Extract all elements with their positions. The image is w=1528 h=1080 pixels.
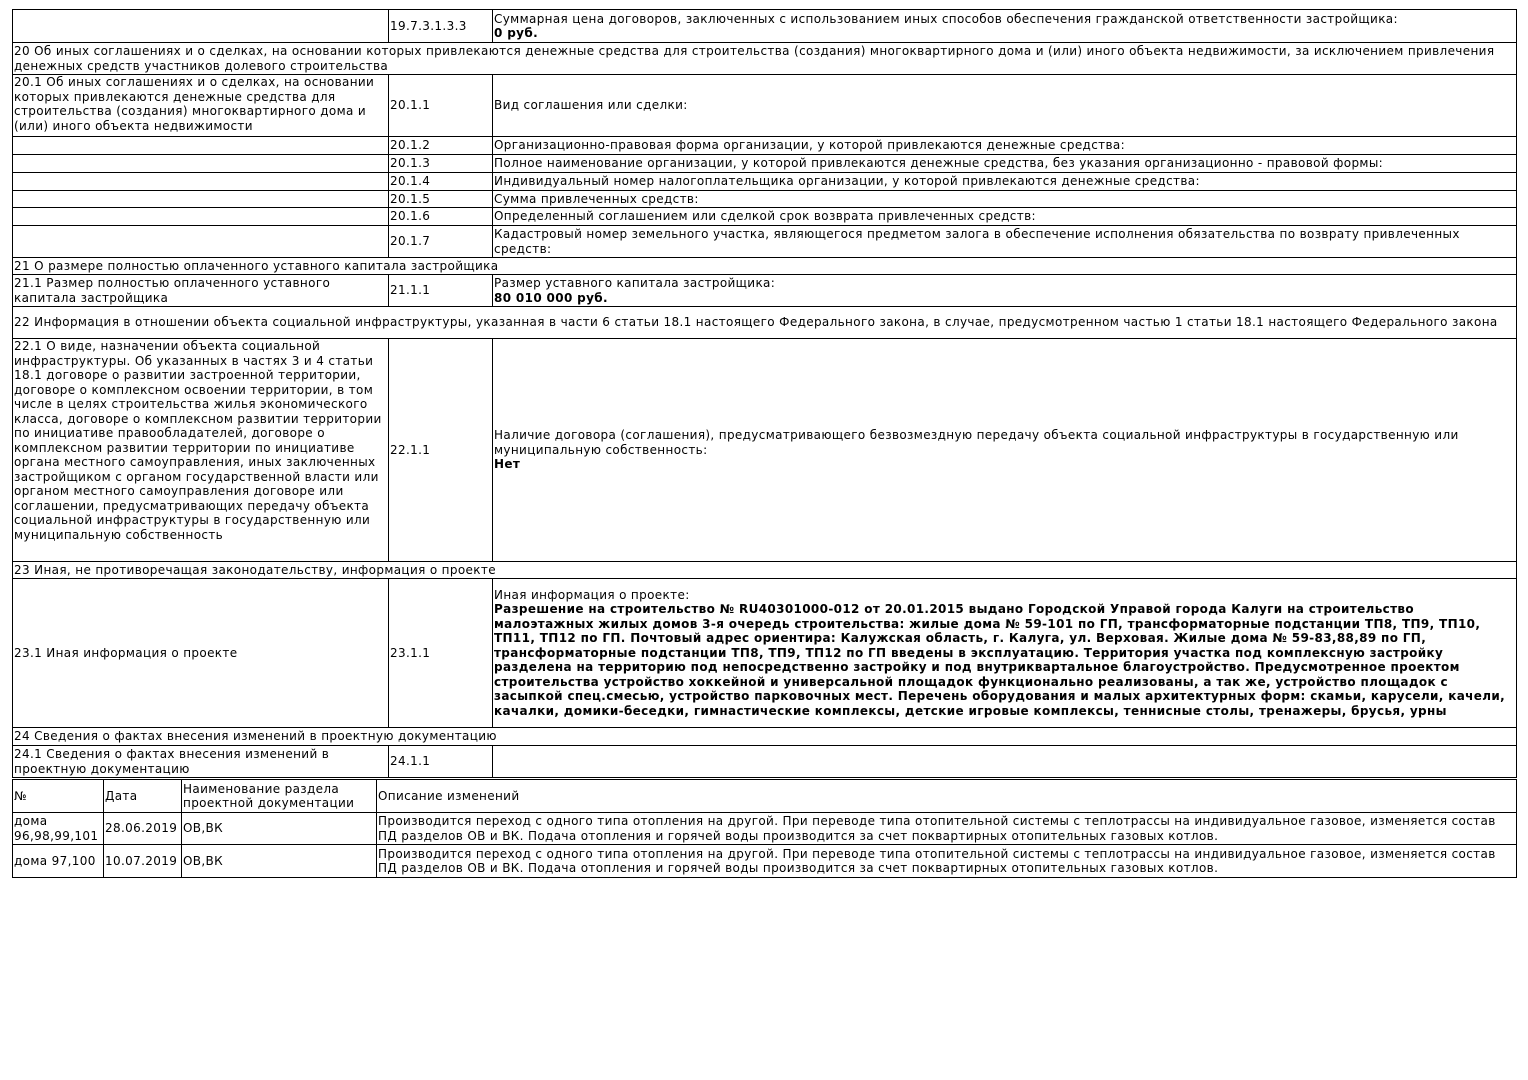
column-header: № — [13, 780, 104, 813]
changes-header-row — [13, 780, 1517, 813]
section-title: 20 Об иных соглашениях и о сделках, на основании которых привлекаются денежные средства для строительства (создания) многоквартирного дома и (или) иного объекта недвижимости, за исключением привлечения денежных средств участников долевого строительства — [13, 43, 1517, 75]
section-row — [13, 307, 1517, 339]
section-row — [13, 728, 1517, 746]
row-content — [493, 275, 1517, 307]
row-code: 20.1.1 — [389, 75, 493, 137]
section-title: 23 Иная, не противоречащая законодательству, информация о проекте — [13, 562, 1517, 579]
row-code: 20.1.6 — [389, 208, 493, 226]
row-value: 0 руб. — [494, 26, 538, 40]
table-row — [13, 226, 1517, 258]
empty-cell — [13, 155, 389, 173]
declaration-table — [12, 9, 1517, 778]
table-row — [13, 339, 1517, 562]
row-code: 20.1.2 — [389, 137, 493, 155]
table-row — [13, 155, 1517, 173]
row-value: Разрешение на строительство № RU40301000-012 от 20.01.2015 выдано Городской Управой города Калуги на строительство малоэтажных жилых домов 3-я очередь строительства: жилые дома № 59-101 по ГП, трансформаторные подстанции ТП8, ТП9, ТП10, ТП11, ТП12 по ГП. Почтовый адрес ориентира: Калужская область, г. Калуга, ул. Верховая. Жилые дома № 59-83,88,89 по ГП, трансформаторные подстанции ТП8, ТП9, ТП12 по ГП введены в эксплуатацию. Территория участка под комплексную застройку разделена на территорию под непосредственно застройку и под внутриквартальное благоустройство. Предусмотренное проектом строительства устройство хоккейной и универсальной площадок функционально реализованы, а так же, устройство площадок с засыпкой спец.смесью, устройство парковочных мест. Перечень оборудования и малых архитектурных форм: скамьи, карусели, качели, качалки, домики-беседки, гимнастические комплексы, детские игровые комплексы, теннисные столы, тренажеры, брусья, урны — [494, 602, 1506, 718]
table-row — [13, 275, 1517, 307]
row-label: Размер уставного капитала застройщика: — [494, 276, 776, 290]
change-description: Производится переход с одного типа отопления на другой. При переводе типа отопительной системы с теплотрассы на индивидуальное газовое, изменяется состав ПД разделов ОВ и ВК. Подача отопления и горячей воды производится за счет поквартирных отопительных газовых котлов. — [377, 845, 1517, 878]
table-row — [13, 137, 1517, 155]
empty-cell — [13, 226, 389, 258]
change-section: ОВ,ВК — [182, 813, 377, 845]
column-header: Наименование раздела проектной документации — [182, 780, 377, 813]
table-row — [13, 10, 1517, 43]
empty-cell — [13, 10, 389, 43]
row-label: Вид соглашения или сделки: — [493, 75, 1517, 137]
section-title: 24 Сведения о фактах внесения изменений в проектную документацию — [13, 728, 1517, 746]
changes-row — [13, 845, 1517, 878]
section-row — [13, 562, 1517, 579]
change-description: Производится переход с одного типа отопления на другой. При переводе типа отопительной системы с теплотрассы на индивидуальное газовое, изменяется состав ПД разделов ОВ и ВК. Подача отопления и горячей воды производится за счет поквартирных отопительных газовых котлов. — [377, 813, 1517, 845]
change-section: ОВ,ВК — [182, 845, 377, 878]
section-title: 22 Информация в отношении объекта социальной инфраструктуры, указанная в части 6 статьи 18.1 настоящего Федерального закона, в случае, предусмотренном частью 1 статьи 18.1 настоящего Федерального закона — [13, 307, 1517, 339]
subsection-title: 23.1 Иная информация о проекте — [13, 579, 389, 728]
row-content — [493, 339, 1517, 562]
row-content — [493, 10, 1517, 43]
row-code: 24.1.1 — [389, 746, 493, 778]
empty-cell — [13, 208, 389, 226]
empty-cell — [13, 173, 389, 191]
row-code: 20.1.3 — [389, 155, 493, 173]
row-code: 21.1.1 — [389, 275, 493, 307]
table-row — [13, 191, 1517, 208]
subsection-title: 21.1 Размер полностью оплаченного уставного капитала застройщика — [13, 275, 389, 307]
row-label: Полное наименование организации, у которой привлекаются денежные средства, без указания организационно - правовой формы: — [493, 155, 1517, 173]
row-label: Иная информация о проекте: — [494, 587, 690, 602]
row-code: 22.1.1 — [389, 339, 493, 562]
change-date: 10.07.2019 — [104, 845, 182, 878]
empty-cell — [13, 137, 389, 155]
row-label: Сумма привлеченных средств: — [493, 191, 1517, 208]
row-code: 19.7.3.1.3.3 — [389, 10, 493, 43]
table-row — [13, 75, 1517, 137]
column-header: Дата — [104, 780, 182, 813]
row-label: Кадастровый номер земельного участка, являющегося предметом залога в обеспечение исполнения обязательства по возврату привлеченных средств: — [493, 226, 1517, 258]
column-header: Описание изменений — [377, 780, 1517, 813]
change-object: дома 96,98,99,101 — [13, 813, 104, 845]
subsection-title: 24.1 Сведения о фактах внесения изменений в проектную документацию — [13, 746, 389, 778]
section-row — [13, 43, 1517, 75]
change-object: дома 97,100 — [13, 845, 104, 878]
section-row — [13, 258, 1517, 275]
empty-cell — [13, 191, 389, 208]
project-changes-table — [12, 779, 1517, 878]
table-row — [13, 208, 1517, 226]
table-row — [13, 579, 1517, 728]
row-code: 20.1.7 — [389, 226, 493, 258]
row-content — [493, 579, 1517, 728]
row-value: 80 010 000 руб. — [494, 290, 608, 305]
row-code: 20.1.5 — [389, 191, 493, 208]
row-label: Суммарная цена договоров, заключенных с использованием иных способов обеспечения гражданской ответственности застройщика: — [494, 11, 1398, 26]
table-row — [13, 173, 1517, 191]
row-label: Организационно-правовая форма организации, у которой привлекаются денежные средства: — [493, 137, 1517, 155]
subsection-title: 20.1 Об иных соглашениях и о сделках, на основании которых привлекаются денежные средства для строительства (создания) многоквартирного дома и (или) иного объекта недвижимости — [13, 75, 389, 137]
empty-cell — [493, 746, 1517, 778]
row-code: 20.1.4 — [389, 173, 493, 191]
row-label: Индивидуальный номер налогоплательщика организации, у которой привлекаются денежные средства: — [493, 173, 1517, 191]
row-label: Наличие договора (соглашения), предусматривающего безвозмездную передачу объекта социальной инфраструктуры в государственную или муниципальную собственность: — [494, 428, 1459, 457]
row-value: Нет — [494, 457, 521, 472]
change-date: 28.06.2019 — [104, 813, 182, 845]
row-code: 23.1.1 — [389, 579, 493, 728]
subsection-title: 22.1 О виде, назначении объекта социальной инфраструктуры. Об указанных в частях 3 и 4 статьи 18.1 договоре о развитии застроенной территории, договоре о комплексном освоении территории, в том числе в целях строительства жилья экономического класса, договоре о комплексном развитии территории по инициативе правообладателей, договоре о комплексном развитии территории по инициативе органа местного самоуправления, иных заключенных застройщиком с органом государственной власти или органом местного самоуправления договоре или соглашении, предусматривающих передачу объекта социальной инфраструктуры в государственную или муниципальную собственность — [13, 339, 389, 562]
row-label: Определенный соглашением или сделкой срок возврата привлеченных средств: — [493, 208, 1517, 226]
table-row — [13, 746, 1517, 778]
changes-row — [13, 813, 1517, 845]
section-title: 21 О размере полностью оплаченного уставного капитала застройщика — [13, 258, 1517, 275]
